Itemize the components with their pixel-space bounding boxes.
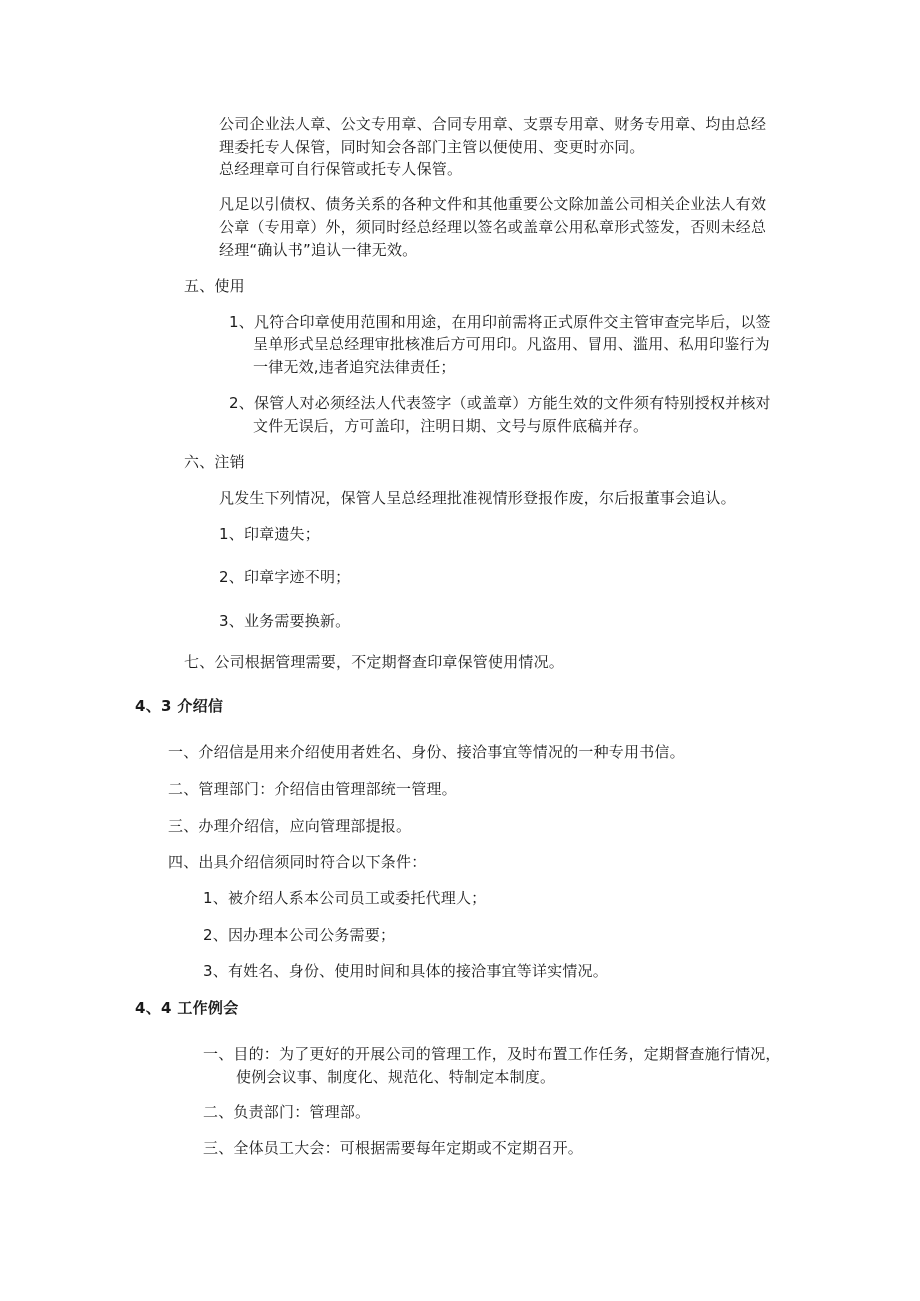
letter-item-4: 四、出具介绍信须同时符合以下条件： (168, 853, 427, 871)
cancellation-item-3: 3、业务需要换新。 (219, 612, 351, 630)
section-4-3-heading (135, 695, 223, 717)
letter-item-3: 三、办理介绍信，应向管理部提报。 (168, 817, 412, 835)
usage-item-1-line-2: 呈单形式呈总经理审批核准后方可用印。凡盗用、冒用、滥用、私用印鉴行为 (253, 335, 770, 353)
seal-custody-line-1: 公司企业法人章、公文专用章、合同专用章、支票专用章、财务专用章、均由总经 (219, 115, 767, 133)
section-4-4-heading (135, 997, 239, 1019)
section-6-title: 六、注销 (184, 453, 245, 471)
usage-item-2-line-2: 文件无误后，方可盖印，注明日期、文号与原件底稿并存。 (253, 417, 649, 435)
cancellation-intro: 凡发生下列情况，保管人呈总经理批准视情形登报作废，尔后报董事会追认。 (219, 489, 736, 507)
meeting-item-1-line-1: 一、目的：为了更好的开展公司的管理工作，及时布置工作任务，定期督查施行情况， (203, 1045, 781, 1063)
letter-condition-2: 2、因办理本公司公务需要； (203, 926, 396, 944)
seal-custody-line-3: 总经理章可自行保管或托专人保管。 (219, 160, 463, 178)
signature-rule-line-3: 经理“确认书”追认一律无效。 (219, 241, 418, 259)
section-5-title: 五、使用 (184, 277, 245, 295)
meeting-item-1-line-2: 使例会议事、制度化、规范化、特制定本制度。 (236, 1068, 556, 1086)
signature-rule-line-2: 公章（专用章）外，须同时经总经理以签名或盖章公用私章形式签发，否则未经总 (219, 218, 767, 236)
meeting-item-3: 三、全体员工大会：可根据需要每年定期或不定期召开。 (203, 1139, 584, 1157)
letter-item-1: 一、介绍信是用来介绍使用者姓名、身份、接洽事宜等情况的一种专用书信。 (168, 743, 685, 761)
letter-condition-1: 1、被介绍人系本公司员工或委托代理人； (203, 889, 487, 907)
seal-custody-line-2: 理委托专人保管，同时知会各部门主管以便使用、变更时亦同。 (219, 138, 645, 156)
letter-condition-3: 3、有姓名、身份、使用时间和具体的接洽事宜等详实情况。 (203, 962, 608, 980)
cancellation-item-2: 2、印章字迹不明； (219, 568, 351, 586)
section-4-3-number: 4、3 (135, 697, 172, 715)
cancellation-item-1: 1、印章遗失； (219, 525, 320, 543)
section-4-4-title: 工作例会 (177, 999, 239, 1017)
signature-rule-line-1: 凡足以引债权、债务关系的各种文件和其他重要公文除加盖公司相关企业法人有效 (219, 195, 767, 213)
section-4-3-title: 介绍信 (177, 697, 224, 715)
section-7: 七、公司根据管理需要，不定期督查印章保管使用情况。 (184, 653, 565, 671)
usage-item-1-line-3: 一律无效,违者追究法律责任； (253, 358, 456, 376)
usage-item-1-line-1: 1、凡符合印章使用范围和用途，在用印前需将正式原件交主管审查完毕后，以签 (229, 313, 771, 331)
meeting-item-2: 二、负责部门：管理部。 (203, 1103, 371, 1121)
section-4-4-number: 4、4 (135, 999, 172, 1017)
letter-item-2: 二、管理部门：介绍信由管理部统一管理。 (168, 780, 457, 798)
usage-item-2-line-1: 2、保管人对必须经法人代表签字（或盖章）方能生效的文件须有特别授权并核对 (229, 394, 771, 412)
